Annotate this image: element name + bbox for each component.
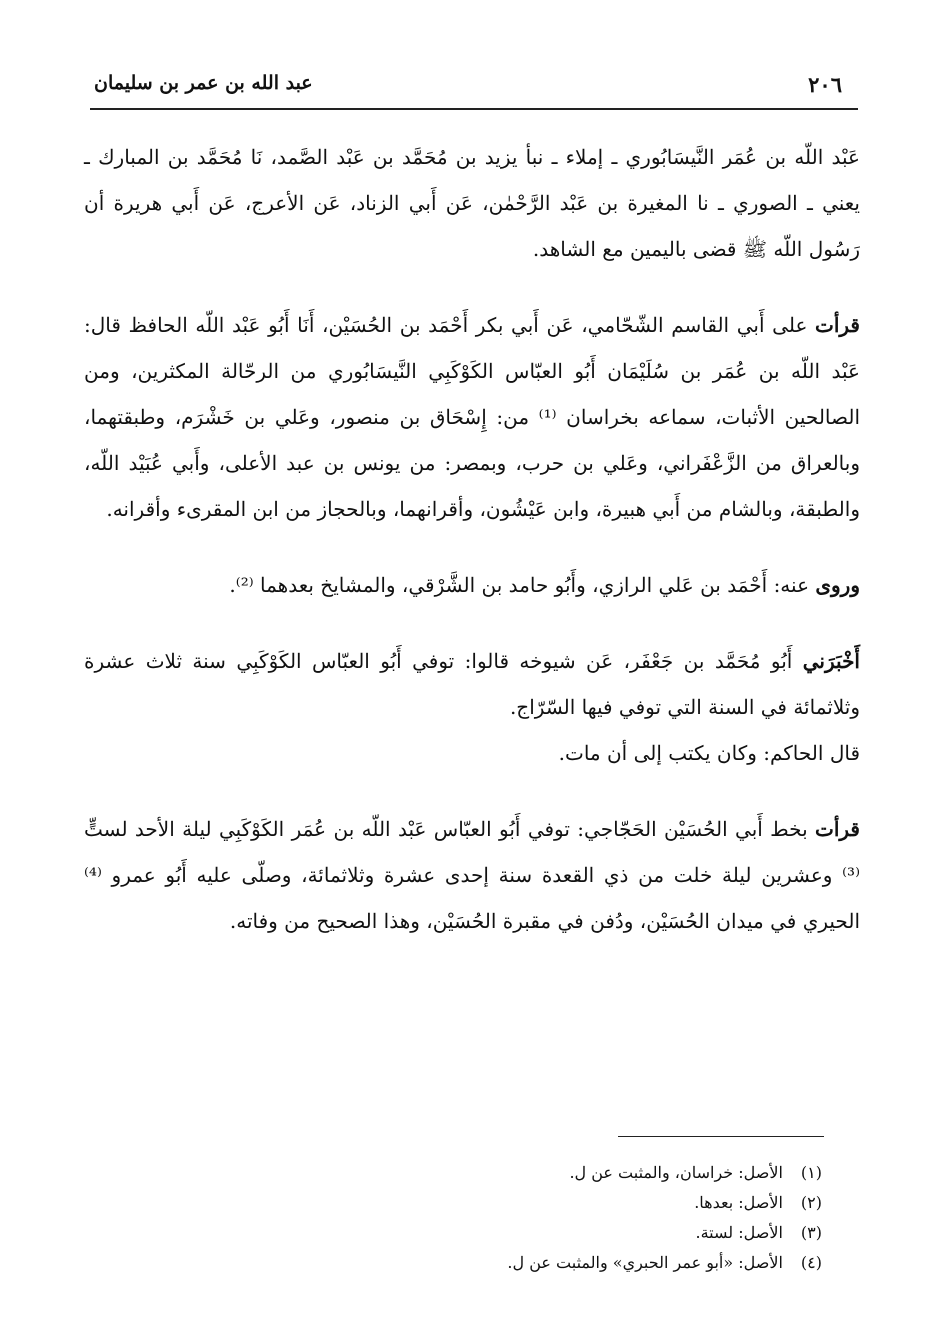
paragraph-text: أَبُو مُحَمَّد بن جَعْفَر، عَن شيوخه قالوا: توفي أَبُو العبّاس الكَوْكَبِي سنة ثلاث عشرة وثلاثمائة في السنة التي توفي فيها السّرّاج.	[84, 649, 860, 719]
footnote	[360, 1158, 822, 1188]
footnote-separator	[618, 1136, 824, 1137]
footnote-text: الأصل: «أبو عمر الحبري» والمثبت عن ل.	[507, 1253, 783, 1272]
paragraph-text: قال الحاكم: وكان يكتب إلى أن مات.	[558, 741, 860, 765]
footnote-text: الأصل: بعدها.	[694, 1193, 783, 1212]
footnote-number: (١)	[800, 1163, 822, 1182]
footnote-text: الأصل: لستة.	[695, 1223, 783, 1242]
paragraph-text: بخط أَبي الحُسَيْن الحَجّاجي: توفي أَبُو العبّاس عَبْد اللّه بن عُمَر الكَوْكَبِي ليلة الأحد لستٍّ ⁽³⁾ وعشرين ليلة خلت من ذي القعدة سنة إحدى عشرة وثلاثمائة، وصلّى عليه أَبُو عمرو ⁽⁴⁾ الحيري في ميدان الحُسَيْن، ودُفن في مقبرة الحُسَيْن، وهذا الصحيح من وفاته.	[84, 817, 860, 933]
paragraph-text: عَبْد اللّه بن عُمَر النَّيسَابُوري ـ إملاء ـ نبأ يزيد بن مُحَمَّد بن عَبْد الصَّمد، نَا مُحَمَّد بن المبارك ـ يعني ـ الصوري ـ نا المغيرة بن عَبْد الرَّحْمٰن، عَن أَبي الزناد، عَن الأعرج، عَن أَبي هريرة أن رَسُول اللّه ﷺ قضى باليمين مع الشاهد.	[84, 145, 860, 261]
paragraph-lead: أَخْبَرَني	[802, 649, 860, 673]
footnote	[360, 1248, 822, 1278]
running-head-title: عبد الله بن عمر بن سليمان	[94, 72, 313, 94]
paragraph-lead: قرأت	[815, 817, 860, 841]
paragraph-lead: قرأت	[815, 313, 860, 337]
body-text	[84, 134, 860, 944]
paragraph-text: عنه: أَحْمَد بن عَلي الرازي، وأَبُو حامد بن الشَّرْقي، والمشايخ بعدهما ⁽²⁾.	[229, 573, 816, 597]
paragraph-hakim-note	[84, 730, 860, 776]
page-number: ٢٠٦	[808, 72, 842, 97]
paragraph-biography	[84, 302, 860, 532]
paragraph-text: على أَبي القاسم الشّحّامي، عَن أَبي بكر أَحْمَد بن الحُسَيْن، أَنَا أَبُو عَبْد اللّه الحافظ قال: عَبْد اللّه بن عُمَر بن سُلَيْمَان أَبُو العبّاس الكَوْكَبِي النَّيسَابُوري من الرحّالة المكثرين، ومن الصالحين الأثبات، سماعه بخراسان ⁽¹⁾ من: إِسْحَاق بن منصور، وعَلي بن خَشْرَم، وطبقتهما، وبالعراق من الزَّعْفَراني، وعَلي بن حرب، وبمصر: من يونس بن عبد الأعلى، وأَبي عُبَيْد اللّه، والطبقة، وبالشام من أَبي هبيرة، وابن عَيْشُون، وأقرانهما، وبالحجاز من ابن المقرىء وأقرانه.	[84, 313, 860, 521]
footnote-number: (٢)	[800, 1193, 822, 1212]
paragraph-death-report	[84, 638, 860, 730]
footnote-text: الأصل: خراسان، والمثبت عن ل.	[569, 1163, 783, 1182]
running-head	[90, 64, 858, 110]
paragraph-lead: وروى	[815, 573, 860, 597]
footnote-number: (٣)	[800, 1223, 822, 1242]
footnote	[360, 1188, 822, 1218]
paragraph-death-date	[84, 806, 860, 944]
footnotes	[360, 1158, 822, 1278]
footnote-number: (٤)	[800, 1253, 822, 1272]
paragraph-narrators	[84, 562, 860, 608]
paragraph-hadith	[84, 134, 860, 272]
footnote	[360, 1218, 822, 1248]
